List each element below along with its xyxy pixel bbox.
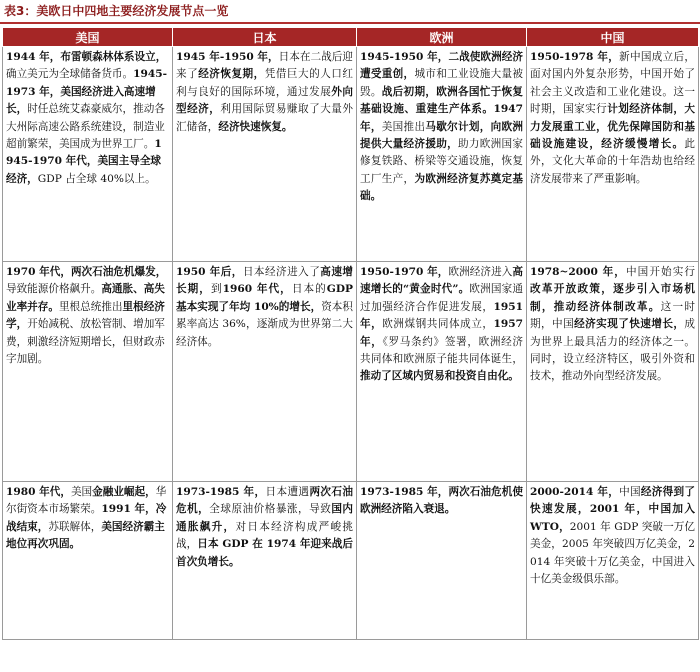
table-title: 表3：美欧日中四地主要经济发展节点一览 bbox=[0, 0, 700, 24]
text: 利用国际贸易赚取了大量外汇储备， bbox=[176, 103, 353, 133]
table-row bbox=[3, 482, 699, 640]
bold-text: 1950-1970 年， bbox=[360, 266, 449, 278]
bold-text: 2000-2014 年， bbox=[530, 486, 620, 498]
text: 全球原油价格暴涨，导致 bbox=[209, 503, 332, 516]
text: 中国开始实行 bbox=[626, 266, 696, 278]
economic-milestones-table bbox=[2, 27, 699, 640]
bold-text: 战后初期，欧洲各国忙于恢复基础设施、重建生产体系。1947 年， bbox=[360, 85, 524, 133]
cell-europe bbox=[357, 262, 527, 482]
bold-text: 1957 年， bbox=[360, 318, 523, 348]
bold-text: 1970 年代，两次石油危机爆发， bbox=[6, 266, 167, 278]
header-japan: 日本 bbox=[173, 28, 357, 47]
text: 导致能源价格飙升。 bbox=[6, 283, 102, 296]
text: 美国推出 bbox=[381, 120, 426, 133]
bold-text: 国内通胀飙升， bbox=[176, 503, 353, 533]
header-row bbox=[3, 28, 699, 47]
text: 日本在二战后迎来了 bbox=[176, 51, 353, 81]
text: 到 bbox=[210, 283, 223, 296]
bold-text: 1945-1950 年，二战使欧洲经济遭受重创， bbox=[360, 51, 523, 81]
bold-text: 高速增长的“黄金时代”。 bbox=[360, 266, 524, 296]
bold-text: 经济实现了快速增长， bbox=[574, 318, 685, 331]
text: 此外，文化大革命的十年浩劫也给经济发展带来了严重影响。 bbox=[530, 138, 695, 185]
bold-text: 1950-1978 年， bbox=[530, 51, 620, 63]
header-china: 中国 bbox=[527, 28, 699, 47]
text: 欧洲经济进入 bbox=[448, 266, 513, 278]
text: 这一时期，中国 bbox=[530, 300, 696, 331]
cell-usa bbox=[3, 262, 173, 482]
bold-text: 日本 GDP 在 1974 年迎来战后首次负增长。 bbox=[176, 538, 354, 568]
bold-text: 1950 年后， bbox=[176, 266, 243, 278]
text: 助力欧洲国家修复铁路、桥梁等交通设施，恢复工厂生产， bbox=[360, 138, 524, 185]
text: 《罗马条约》签署，欧洲经济共同体和欧洲原子能共同体诞生， bbox=[360, 335, 523, 366]
bold-text: 1973-1985 年，两次石油危机使欧洲经济陷入衰退。 bbox=[360, 486, 523, 516]
cell-japan bbox=[173, 47, 357, 262]
text: 苏联解体， bbox=[48, 520, 102, 533]
bold-text: 马歇尔计划，向欧洲提供大量经济援助， bbox=[360, 120, 524, 151]
bold-text: 1973-1985 年， bbox=[176, 486, 266, 498]
bold-text: 高速增长期， bbox=[176, 266, 353, 296]
text: 日本遭遇 bbox=[265, 486, 310, 498]
bold-text: 计划经济体制，大力发展重工业，优先保障国防和基础设施建设，经济缓慢增长。 bbox=[530, 103, 695, 151]
bold-text: 为欧洲经济复苏奠定基础。 bbox=[360, 172, 524, 203]
header-europe: 欧洲 bbox=[357, 28, 527, 47]
cell-china bbox=[527, 47, 699, 262]
table-row bbox=[3, 262, 699, 482]
bold-text: 外向型经济， bbox=[176, 85, 353, 116]
cell-china bbox=[527, 262, 699, 482]
text: 日本经济进入了 bbox=[242, 266, 321, 278]
header-usa: 美国 bbox=[3, 28, 173, 47]
text: 欧洲国家通过加强经济合作促进发展， bbox=[360, 283, 524, 313]
text: 资本积累率高达 36%，逐渐成为世界第二大经济体。 bbox=[176, 300, 354, 348]
bold-text: 1951 年， bbox=[360, 300, 523, 331]
text: 凭借巨大的人口红利与良好的国际环境，通过发展 bbox=[176, 68, 353, 98]
bold-text: GDP 基本实现了年均 10%的增长， bbox=[176, 283, 353, 313]
table-row bbox=[3, 47, 699, 262]
bold-text: 1945 年-1950 年， bbox=[176, 51, 279, 63]
text: 城市和工业设施大量被毁。 bbox=[360, 68, 524, 98]
text: 华尔街资本市场繁荣。 bbox=[6, 486, 167, 516]
bold-text: 1978~2000 年， bbox=[530, 266, 626, 278]
text: 确立美元为全球储备货币。 bbox=[6, 68, 134, 81]
text: 对日本经济构成严峻挑战， bbox=[176, 520, 354, 551]
bold-text: 1944 年，布雷顿森林体系设立， bbox=[6, 51, 167, 63]
bold-text: 改革开放政策，逐步引入市场机制，推动经济体制改革。 bbox=[530, 283, 695, 313]
cell-europe bbox=[357, 482, 527, 640]
bold-text: 里根经济学， bbox=[6, 300, 165, 331]
bold-text: 推动了区域内贸易和投资自由化。 bbox=[360, 370, 519, 383]
cell-usa bbox=[3, 47, 173, 262]
bold-text: 1991 年，冷战结束， bbox=[6, 503, 167, 533]
bold-text: 两次石油危机， bbox=[176, 486, 354, 516]
bold-text: 1960 年代， bbox=[222, 283, 292, 296]
cell-japan bbox=[173, 262, 357, 482]
cell-usa bbox=[3, 482, 173, 640]
cell-japan bbox=[173, 482, 357, 640]
text: GDP 占全球 40%以上。 bbox=[37, 172, 156, 185]
text: 时任总统艾森豪威尔，推动各大州际高速公路系统建设，制造业超前繁荣，美国成为世界工厂。 bbox=[6, 103, 165, 151]
bold-text: 1945-1973 年，美国经济进入高速增长， bbox=[6, 68, 168, 116]
text: 2001 年 GDP 突破一万亿美金，2005 年突破四万亿美金，2014 年突破十万亿美金，中国进入十亿美金级俱乐部。 bbox=[530, 520, 695, 586]
bold-text: 经济恢复期， bbox=[198, 68, 265, 81]
text: 美国 bbox=[70, 486, 93, 498]
bold-text: 1945-1970 年代，美国主导全球经济， bbox=[6, 138, 162, 185]
bold-text: 1980 年代， bbox=[6, 486, 71, 498]
bold-text: 美国经济霸主地位再次巩固。 bbox=[6, 520, 165, 551]
bold-text: 金融业崛起， bbox=[92, 486, 156, 498]
text: 成为世界上最具活力的经济体之一。同时，设立经济特区，吸引外资和技术，推动外向型经济发展。 bbox=[530, 318, 696, 383]
bold-text: 高通胀、高失业率并存。 bbox=[6, 283, 165, 313]
text: 日本的 bbox=[291, 283, 327, 296]
bold-text: 经济得到了快速发展，2001 年，中国加入 WTO， bbox=[530, 486, 695, 533]
text: 开始减税、放松管制、增加军费，刺激经济短期增长，但财政赤字加剧。 bbox=[6, 318, 165, 366]
text: 欧洲煤钢共同体成立， bbox=[382, 318, 494, 331]
bold-text: 经济快速恢复。 bbox=[218, 120, 293, 133]
text: 中国 bbox=[619, 486, 641, 498]
cell-china bbox=[527, 482, 699, 640]
text: 新中国成立后，面对国内外复杂形势，中国开始了社会主义改造和工业化建设。这一时期，国家实行 bbox=[530, 51, 695, 116]
text: 里根总统推出 bbox=[58, 300, 123, 313]
cell-europe bbox=[357, 47, 527, 262]
